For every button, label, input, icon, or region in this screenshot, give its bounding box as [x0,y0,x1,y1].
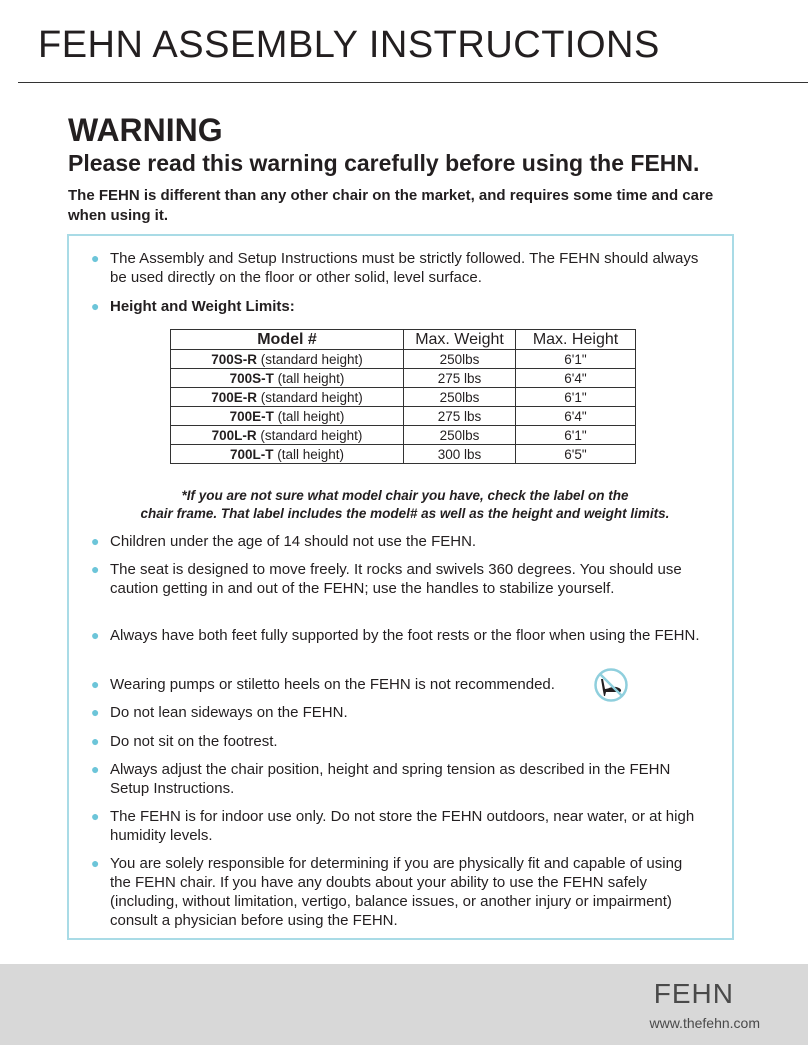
height-cell: 6'1" [516,388,636,407]
list-item-assembly: ● The Assembly and Setup Instructions must be strictly followed. The FEHN should always be used directly on the floor or other solid, level surface. [91,250,699,286]
column-header-model: Model # [171,330,404,350]
height-cell: 6'4" [516,369,636,388]
warning-heading: WARNING [68,112,223,148]
weight-cell: 250lbs [404,426,516,445]
model-cell: 700S-R (standard height) [171,350,404,369]
table-row [171,426,636,445]
bullet-dot-icon: ● [91,704,100,720]
model-cell: 700E-R (standard height) [171,388,404,407]
bullet-dot-icon: ● [91,733,100,749]
list-item-lean: ● Do not lean sideways on the FEHN. [91,704,348,721]
weight-cell: 275 lbs [404,369,516,388]
list-item-seat: ● The seat is designed to move freely. It rocks and swivels 360 degrees. You should use caution getting in and out of the FEHN; use the handles to stabilize yourself. [91,561,682,597]
table-row [171,407,636,426]
table-header-row [171,330,636,350]
table-row [171,369,636,388]
list-item-heels: ● Wearing pumps or stiletto heels on the FEHN is not recommended. [91,676,555,693]
bullet-dot-icon: ● [91,250,100,266]
warning-subheading: Please read this warning carefully before using the FEHN. [68,150,700,176]
model-cell: 700L-R (standard height) [171,426,404,445]
height-cell: 6'1" [516,426,636,445]
list-item-limits: ● Height and Weight Limits: [91,298,295,315]
model-cell: 700S-T (tall height) [171,369,404,388]
column-header-weight: Max. Weight [404,330,516,350]
height-cell: 6'4" [516,407,636,426]
limits-table [170,329,636,464]
weight-cell: 300 lbs [404,445,516,464]
column-header-height: Max. Height [516,330,636,350]
table-row [171,388,636,407]
bullet-dot-icon: ● [91,627,100,643]
bullet-dot-icon: ● [91,298,100,314]
table-row [171,350,636,369]
bullet-dot-icon: ● [91,761,100,777]
bullet-dot-icon: ● [91,561,100,577]
table-row [171,445,636,464]
weight-cell: 275 lbs [404,407,516,426]
height-cell: 6'5" [516,445,636,464]
list-item-footrest: ● Do not sit on the footrest. [91,733,278,750]
list-item-feet: ● Always have both feet fully supported by the foot rests or the floor when using the FEHN. [91,627,700,644]
page-title: FEHN ASSEMBLY INSTRUCTIONS [38,24,660,66]
weight-cell: 250lbs [404,388,516,407]
list-item-indoor: ● The FEHN is for indoor use only. Do not store the FEHN outdoors, near water, or at high humidity levels. [91,808,695,844]
model-cell: 700L-T (tall height) [171,445,404,464]
height-cell: 6'1" [516,350,636,369]
model-cell: 700E-T (tall height) [171,407,404,426]
bullet-dot-icon: ● [91,855,100,871]
list-item-adjust: ● Always adjust the chair position, height and spring tension as described in the FEHN Setup Instructions. [91,761,671,797]
no-high-heels-icon [593,667,629,703]
bullet-dot-icon: ● [91,533,100,549]
table-footnote: *If you are not sure what model chair you have, check the label on the chair frame. That label includes the model# as well as the height and weight limits. [140,488,670,521]
title-divider [18,82,808,83]
list-item-responsible: ● You are solely responsible for determining if you are physically fit and capable of using the FEHN chair. If you have any doubts about your ability to use the FEHN safely (including, without limitation, vertigo, balance issues, or another injury or impairment) consult a physician before using the FEHN. [91,855,683,929]
weight-cell: 250lbs [404,350,516,369]
bullet-dot-icon: ● [91,808,100,824]
footer-url[interactable]: www.thefehn.com [649,1015,760,1031]
list-item-children: ● Children under the age of 14 should not use the FEHN. [91,533,477,550]
warning-intro: The FEHN is different than any other chair on the market, and requires some time and care when using it. [68,187,714,224]
footer-brand: FEHN [653,978,734,1009]
bullet-dot-icon: ● [91,676,100,692]
